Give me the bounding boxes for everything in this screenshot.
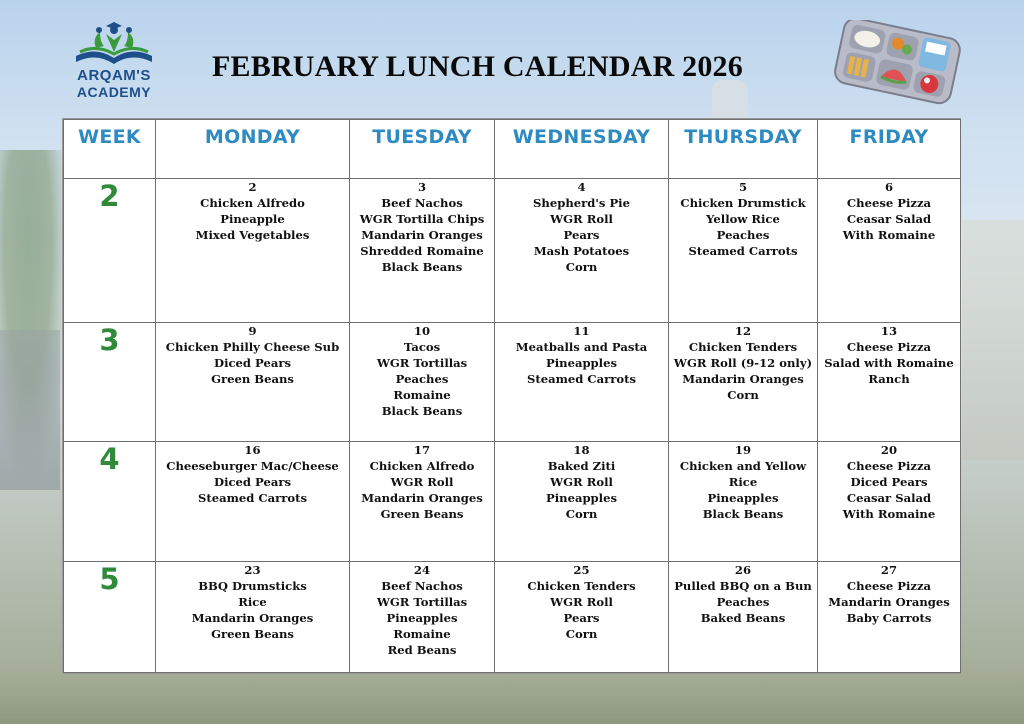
menu-item: Beef Nachos xyxy=(381,196,463,210)
menu-item: Pears xyxy=(563,228,600,242)
menu-item: Shredded Romaine xyxy=(360,244,484,258)
menu-item: Chicken Alfredo xyxy=(369,459,475,474)
menu-item: Diced Pears xyxy=(214,355,291,370)
day-cell-tuesday xyxy=(350,442,495,561)
background-road xyxy=(0,330,60,490)
week-number: 2 xyxy=(64,179,156,323)
calendar-grid xyxy=(63,119,961,673)
day-cell-wednesday xyxy=(495,179,669,323)
day-number: 18 xyxy=(573,443,590,458)
menu-item: Romaine xyxy=(393,387,451,402)
menu-item: WGR Roll (9-12 only) xyxy=(673,355,813,370)
day-cell-friday xyxy=(818,561,961,672)
logo-text-line2: ACADEMY xyxy=(76,84,152,100)
week-row xyxy=(64,442,961,561)
day-cell-monday xyxy=(156,442,350,561)
week-row xyxy=(64,322,961,441)
week-number: 4 xyxy=(64,442,156,561)
menu-item: WGR Tortilla Chips xyxy=(359,212,485,226)
menu-item: Tacos xyxy=(403,339,441,354)
day-number: 9 xyxy=(248,323,257,338)
menu-item: Black Beans xyxy=(702,507,784,522)
day-number: 11 xyxy=(573,323,590,338)
day-number: 6 xyxy=(884,180,894,194)
day-cell-thursday xyxy=(669,179,818,323)
menu-item: Rice xyxy=(238,594,267,609)
week-number: 5 xyxy=(64,561,156,672)
menu-item: Rice xyxy=(728,475,758,490)
menu-item: Meatballs and Pasta xyxy=(515,339,648,354)
day-number: 27 xyxy=(880,562,898,577)
menu-item: Corn xyxy=(565,507,598,522)
menu-item: Mandarin Oranges xyxy=(361,228,483,242)
day-number: 20 xyxy=(880,443,898,458)
menu-item: Black Beans xyxy=(381,260,463,274)
menu-item: Pineapples xyxy=(707,491,779,506)
day-cell-monday xyxy=(156,322,350,441)
day-number: 4 xyxy=(577,180,586,194)
menu-item: Pulled BBQ on a Bun xyxy=(674,578,812,593)
menu-item: Cheese Pizza xyxy=(846,578,932,593)
menu-item: Chicken Drumstick xyxy=(680,196,806,210)
day-cell-thursday xyxy=(669,322,818,441)
menu-item: Pears xyxy=(563,610,600,625)
menu-item: Mandarin Oranges xyxy=(828,594,950,609)
day-cell-tuesday xyxy=(350,179,495,323)
menu-item: Diced Pears xyxy=(214,475,291,490)
menu-item: WGR Roll xyxy=(550,212,613,226)
day-cell-friday xyxy=(818,179,961,323)
background-tower xyxy=(712,80,748,120)
menu-item: Pineapple xyxy=(220,212,285,226)
menu-item: Diced Pears xyxy=(850,475,928,490)
menu-item: Green Beans xyxy=(211,626,294,641)
day-cell-monday xyxy=(156,561,350,672)
menu-item: Romaine xyxy=(393,626,451,641)
menu-item: Cheeseburger Mac/Cheese xyxy=(166,459,339,474)
menu-item: Green Beans xyxy=(211,371,294,386)
menu-item: Chicken Tenders xyxy=(527,578,636,593)
menu-item: Mash Potatoes xyxy=(533,244,630,258)
school-logo xyxy=(66,16,162,102)
lunch-tray-icon xyxy=(832,20,964,106)
day-number: 3 xyxy=(417,180,427,194)
header-monday: MONDAY xyxy=(156,120,350,179)
menu-item: Steamed Carrots xyxy=(688,244,798,258)
day-cell-monday xyxy=(156,179,350,323)
day-number: 17 xyxy=(413,443,431,458)
menu-item: Peaches xyxy=(716,228,770,242)
day-number: 13 xyxy=(880,323,898,338)
menu-item: Corn xyxy=(565,260,598,274)
page-title: FEBRUARY LUNCH CALENDAR 2026 xyxy=(212,50,743,83)
day-cell-friday xyxy=(818,442,961,561)
day-cell-wednesday xyxy=(495,561,669,672)
menu-item: With Romaine xyxy=(842,507,936,522)
menu-item: Baked Ziti xyxy=(547,459,616,474)
menu-item: Shepherd's Pie xyxy=(533,196,630,210)
menu-item: Peaches xyxy=(395,371,449,386)
day-number: 5 xyxy=(738,180,748,194)
background-building xyxy=(962,220,1024,460)
header-row xyxy=(64,120,961,179)
day-cell-thursday xyxy=(669,561,818,672)
day-cell-friday xyxy=(818,322,961,441)
menu-item: Red Beans xyxy=(387,642,457,657)
menu-item: Corn xyxy=(565,626,598,641)
menu-item: Mandarin Oranges xyxy=(682,371,804,386)
menu-item: WGR Roll xyxy=(550,475,613,490)
header-tuesday: TUESDAY xyxy=(350,120,495,179)
menu-item: WGR Roll xyxy=(550,594,613,609)
day-number: 2 xyxy=(248,180,257,194)
menu-item: BBQ Drumsticks xyxy=(198,578,307,593)
menu-item: Mandarin Oranges xyxy=(361,491,483,506)
day-number: 25 xyxy=(573,562,590,577)
menu-item: Chicken and Yellow xyxy=(679,459,807,474)
menu-item: With Romaine xyxy=(842,228,936,242)
header-friday: FRIDAY xyxy=(818,120,961,179)
menu-item: Corn xyxy=(727,387,759,402)
day-cell-wednesday xyxy=(495,442,669,561)
day-number: 19 xyxy=(734,443,752,458)
week-number: 3 xyxy=(64,322,156,441)
menu-item: Mandarin Oranges xyxy=(191,610,314,625)
menu-item: Cheese Pizza xyxy=(846,339,932,354)
menu-item: Chicken Tenders xyxy=(688,339,798,354)
day-number: 26 xyxy=(734,562,752,577)
menu-item: Baked Beans xyxy=(700,610,786,625)
day-cell-tuesday xyxy=(350,322,495,441)
day-cell-wednesday xyxy=(495,322,669,441)
menu-item: Ceasar Salad xyxy=(846,491,932,506)
menu-item: WGR Tortillas xyxy=(376,594,468,609)
week-row xyxy=(64,179,961,323)
day-number: 12 xyxy=(734,323,752,338)
menu-item: Chicken Philly Cheese Sub xyxy=(165,339,340,354)
day-number: 16 xyxy=(244,443,261,458)
menu-item: Green Beans xyxy=(380,507,464,522)
header-thursday: THURSDAY xyxy=(669,120,818,179)
menu-item: Pineapples xyxy=(546,355,617,370)
header-week: WEEK xyxy=(64,120,156,179)
logo-text-line1: ARQAM'S xyxy=(77,67,151,84)
day-number: 10 xyxy=(413,323,431,338)
menu-item: Salad with Romaine xyxy=(824,355,954,370)
day-cell-tuesday xyxy=(350,561,495,672)
menu-item: Baby Carrots xyxy=(846,610,932,625)
menu-item: Peaches xyxy=(716,594,770,609)
menu-item: Ranch xyxy=(868,371,910,386)
menu-item: Pineapples xyxy=(386,610,458,625)
menu-item: Cheese Pizza xyxy=(846,459,932,474)
menu-item: Cheese Pizza xyxy=(846,196,932,210)
header-wednesday: WEDNESDAY xyxy=(495,120,669,179)
menu-item: Steamed Carrots xyxy=(527,371,636,386)
day-number: 23 xyxy=(244,562,261,577)
background-grass xyxy=(0,672,1024,724)
menu-item: Beef Nachos xyxy=(381,578,463,593)
menu-item: Yellow Rice xyxy=(706,212,780,226)
menu-item: Pineapples xyxy=(546,491,617,506)
menu-item: WGR Roll xyxy=(390,475,454,490)
day-number: 24 xyxy=(413,562,431,577)
menu-item: Mixed Vegetables xyxy=(195,228,310,242)
menu-item: Steamed Carrots xyxy=(198,491,307,506)
graduation-book-logo-icon xyxy=(66,16,162,70)
menu-item: Ceasar Salad xyxy=(846,212,932,226)
lunch-calendar-table xyxy=(62,118,961,674)
menu-item: Black Beans xyxy=(381,403,463,418)
menu-item: WGR Tortillas xyxy=(376,355,468,370)
day-cell-thursday xyxy=(669,442,818,561)
week-row xyxy=(64,561,961,672)
menu-item: Chicken Alfredo xyxy=(200,196,305,210)
